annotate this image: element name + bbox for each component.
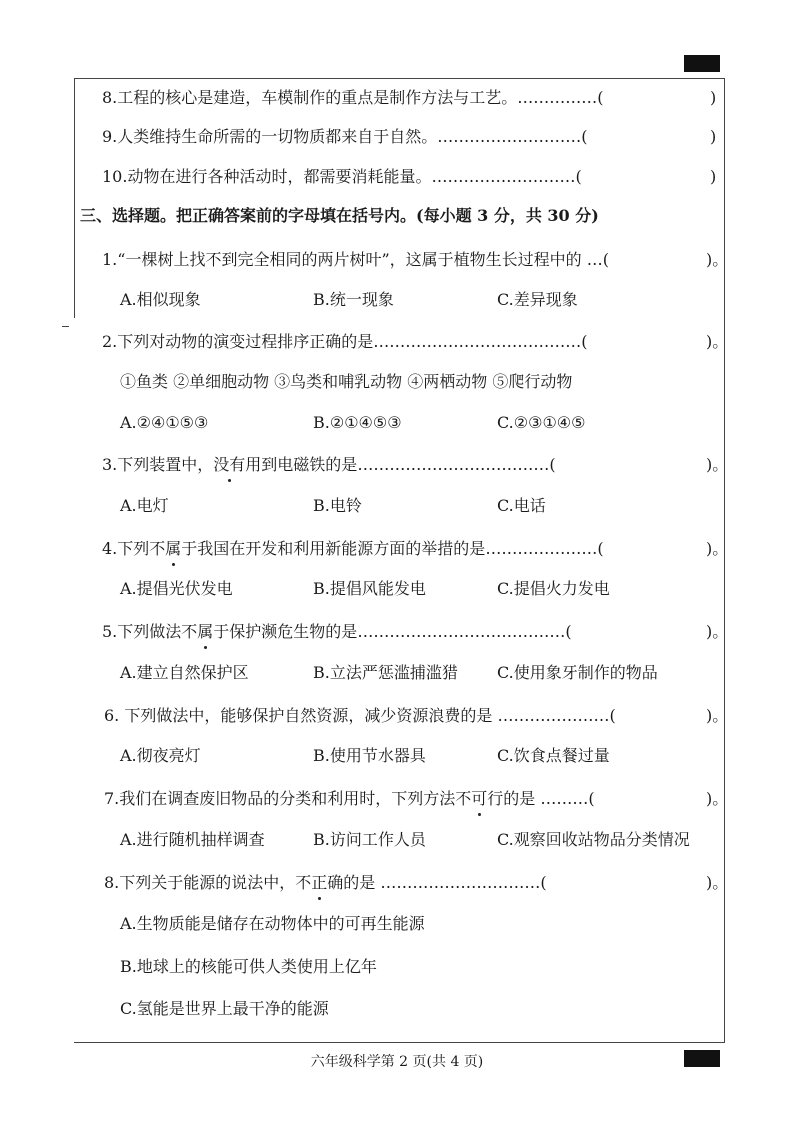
answer-paren-open[interactable]: (	[540, 873, 547, 892]
emphasis-word: 不正确	[295, 873, 344, 892]
question-2: 2.下列对动物的演变过程排序正确的是…………………………………(	[102, 332, 588, 351]
answer-paren-open[interactable]: (	[581, 332, 588, 351]
option-a[interactable]: A.生物质能是储存在动物体中的可再生能源	[120, 914, 425, 933]
option-a[interactable]: A.相似现象	[120, 290, 201, 309]
sequence-items: ①鱼类 ②单细胞动物 ③鸟类和哺乳动物 ④两栖动物 ⑤爬行动物	[120, 372, 573, 391]
frame-left-border	[74, 78, 75, 318]
judge-item-10: 10.动物在进行各种活动时，都需要消耗能量。………………………(	[102, 167, 582, 186]
frame-top-border	[74, 78, 724, 79]
answer-paren-open[interactable]: (	[597, 539, 604, 558]
answer-paren-open[interactable]: (	[609, 706, 616, 725]
answer-paren-close: )。	[706, 332, 729, 351]
section-heading: 三、选择题。把正确答案前的字母填在括号内。(每小题 3 分，共 30 分)	[80, 206, 599, 225]
option-b[interactable]: B.电铃	[313, 496, 362, 515]
question-3: 3.下列装置中，没有用到电磁铁的是………………………………(	[102, 455, 556, 474]
option-b[interactable]: B.提倡风能发电	[313, 579, 426, 598]
option-b[interactable]: B.立法严惩滥捕滥猎	[313, 663, 458, 682]
option-b[interactable]: B.②①④⑤③	[313, 413, 402, 432]
option-b[interactable]: B.访问工作人员	[313, 830, 426, 849]
answer-paren-close: )	[710, 127, 717, 146]
option-c[interactable]: C.氢能是世界上最干净的能源	[120, 999, 329, 1018]
answer-paren-close: )	[710, 167, 717, 186]
answer-paren-open[interactable]: (	[602, 250, 609, 269]
frame-right-border	[724, 78, 725, 1043]
question-7: 7.我们在调查废旧物品的分类和利用时，下列方法不可行的是 ………(	[104, 789, 595, 808]
question-5: 5.下列做法不属于保护濒危生物的是…………………………………(	[102, 622, 572, 641]
option-a[interactable]: A.提倡光伏发电	[120, 579, 233, 598]
emphasis-word: 没有	[213, 455, 246, 474]
frame-bottom-border	[74, 1042, 725, 1043]
answer-paren-close: )。	[706, 873, 729, 892]
emphasis-word: 不属于	[149, 539, 198, 558]
answer-paren-close: )。	[706, 622, 729, 641]
option-a[interactable]: A.彻夜亮灯	[120, 746, 201, 765]
answer-paren-open[interactable]: (	[575, 167, 582, 186]
answer-paren-open[interactable]: (	[565, 622, 572, 641]
margin-tick	[62, 326, 69, 327]
option-a[interactable]: A.建立自然保护区	[120, 663, 249, 682]
answer-paren-open[interactable]: (	[597, 88, 604, 107]
emphasis-word: 不属于	[181, 622, 230, 641]
answer-paren-close: )。	[706, 789, 729, 808]
answer-paren-close: )。	[706, 706, 729, 725]
answer-paren-close: )。	[706, 539, 729, 558]
registration-mark-top	[684, 55, 720, 72]
option-c[interactable]: C.电话	[497, 496, 546, 515]
emphasis-word: 不可行	[455, 789, 504, 808]
answer-paren-close: )。	[706, 250, 729, 269]
option-a[interactable]: A.进行随机抽样调查	[120, 830, 265, 849]
question-8: 8.下列关于能源的说法中，不正确的是 …………………………(	[104, 873, 547, 892]
option-c[interactable]: C.饮食点餐过量	[497, 746, 610, 765]
option-c[interactable]: C.②③①④⑤	[497, 413, 586, 432]
page-footer: 六年级科学第 2 页(共 4 页)	[310, 1054, 484, 1070]
answer-paren-open[interactable]: (	[549, 455, 556, 474]
option-c[interactable]: C.差异现象	[497, 290, 578, 309]
option-c[interactable]: C.使用象牙制作的物品	[497, 663, 658, 682]
answer-paren-open[interactable]: (	[588, 789, 595, 808]
question-6: 6. 下列做法中，能够保护自然资源，减少资源浪费的是 …………………(	[104, 706, 616, 725]
question-1: 1.“一棵树上找不到完全相同的两片树叶”，这属于植物生长过程中的 …(	[102, 250, 609, 269]
option-a[interactable]: A.②④①⑤③	[120, 413, 209, 432]
option-a[interactable]: A.电灯	[120, 496, 169, 515]
option-b[interactable]: B.统一现象	[313, 290, 394, 309]
option-b[interactable]: B.地球上的核能可供人类使用上亿年	[120, 957, 377, 976]
answer-paren-open[interactable]: (	[581, 127, 588, 146]
option-c[interactable]: C.观察回收站物品分类情况	[497, 830, 690, 849]
judge-item-8: 8.工程的核心是建造，车模制作的重点是制作方法与工艺。……………(	[102, 88, 604, 107]
judge-item-9: 9.人类维持生命所需的一切物质都来自于自然。………………………(	[102, 127, 588, 146]
answer-paren-close: )	[710, 88, 717, 107]
answer-paren-close: )。	[706, 455, 729, 474]
option-b[interactable]: B.使用节水器具	[313, 746, 426, 765]
option-c[interactable]: C.提倡火力发电	[497, 579, 610, 598]
question-4: 4.下列不属于我国在开发和利用新能源方面的举措的是…………………(	[102, 539, 604, 558]
